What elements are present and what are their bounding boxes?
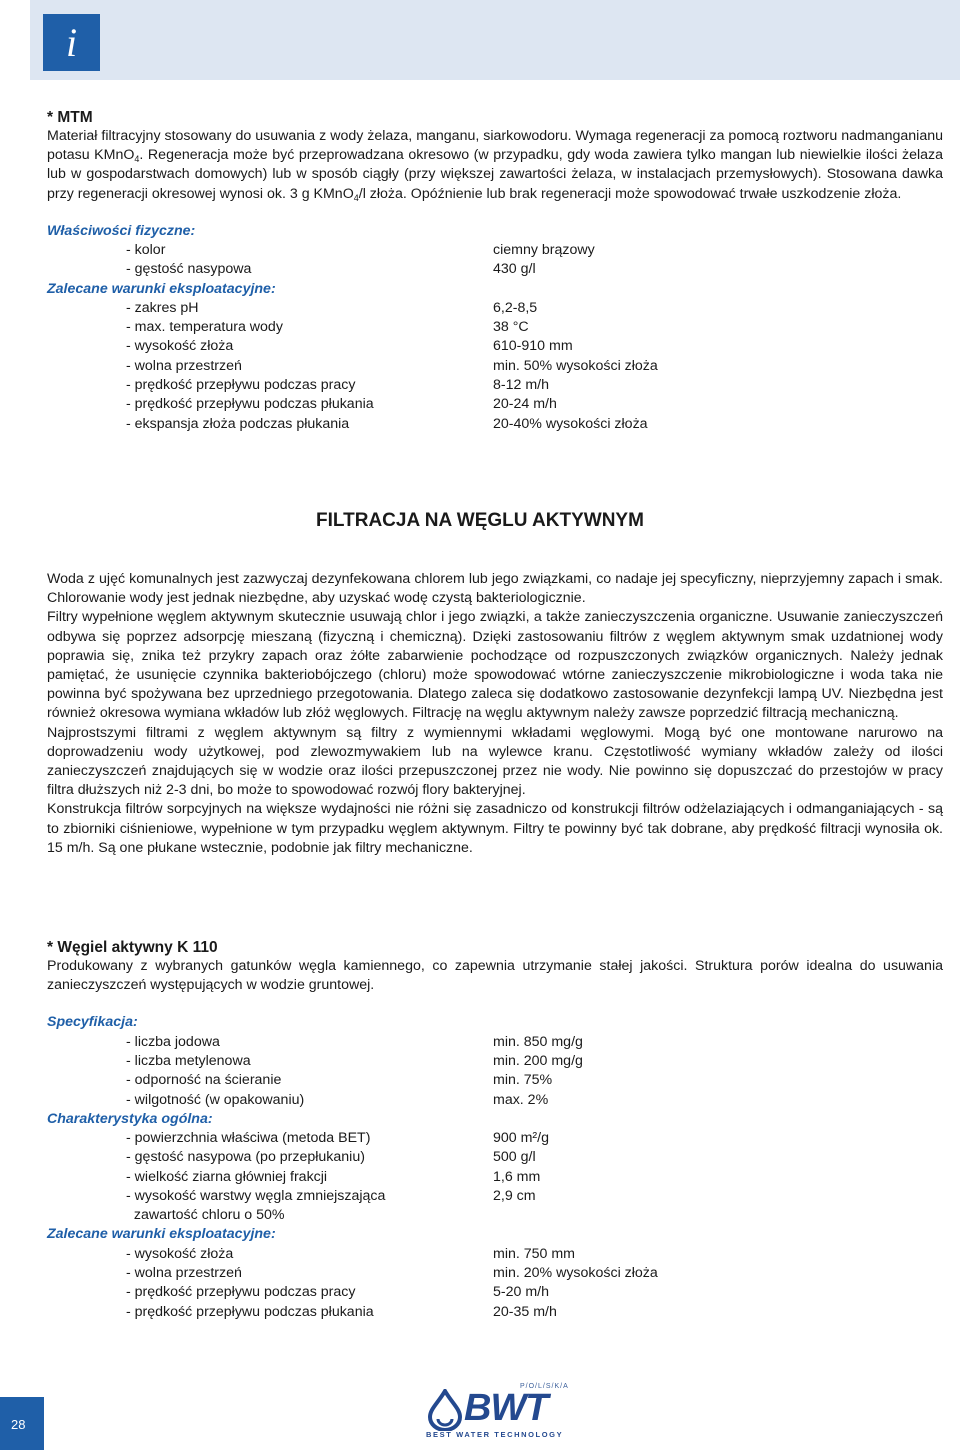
spec-row: [47, 1071, 943, 1090]
spec-value: 2,9 cm: [493, 1187, 536, 1204]
spec-row: [47, 318, 943, 337]
section-paragraph: Konstrukcja filtrów sorpcyjnych na większe wydajności nie różni się zasadniczo od konstrukcji filtrów odżelaziających i odmanganiających - są to zbiorniki ciśnieniowe, wypełnione w tym przypadku węglem aktywnym. Filtry te powinny być tak dobrane, aby prędkość filtracji wynosiła ok. 15 m/h. Są one płukane wstecznie, podobnie jak filtry mechaniczne.: [47, 801, 943, 856]
spec-value: 610-910 mm: [493, 338, 573, 355]
spec-row: [47, 1148, 943, 1167]
spec-label: - wysokość warstwy węgla zmniejszająca: [126, 1187, 386, 1204]
mtm-title-text: MTM: [57, 109, 93, 126]
k110-spec-list: [47, 1033, 943, 1110]
mtm-physical-heading: Właściwości fizyczne:: [47, 222, 196, 239]
spec-value: min. 750 mm: [493, 1245, 575, 1262]
info-icon: [43, 14, 100, 71]
mtm-desc-part: /l złoża. Opóźnienie lub brak regeneracji może spowodować trwałe uszkodzenie złoża.: [358, 185, 902, 202]
mtm-desc-part: Materiał filtracyjny stosowany do usuwania z wody żelaza, manganu, siarkowodoru. Wymaga regeneracji za pomocą roztworu nadmanganianu potasu KMnO: [47, 128, 943, 164]
logo-country: P/O/L/S/K/A: [520, 1383, 569, 1390]
mtm-title: * MTM: [47, 109, 93, 126]
spec-label: - wysokość złoża: [126, 338, 234, 355]
spec-label: - zakres pH: [126, 299, 199, 316]
spec-row: [47, 1245, 943, 1264]
spec-row: [47, 1129, 943, 1148]
k110-title: * Węgiel aktywny K 110: [47, 939, 218, 956]
spec-row: [47, 357, 943, 376]
spec-label: - wolna przestrzeń: [126, 357, 242, 374]
spec-label: - liczba metylenowa: [126, 1052, 251, 1069]
spec-row: [47, 395, 943, 414]
spec-row: [47, 1206, 943, 1225]
k110-description: Produkowany z wybranych gatunków węgla kamiennego, co zapewnia utrzymanie stałej jakości. Struktura porów idealna do usuwania zanieczyszczeń występujących w wodzie gruntowej.: [47, 958, 943, 994]
spec-value: min. 50% wysokości złoża: [493, 357, 658, 374]
spec-label: zawartość chloru o 50%: [126, 1207, 285, 1224]
spec-row: [47, 337, 943, 356]
spec-row: [47, 1303, 943, 1322]
spec-label: - wielkość ziarna główniej frakcji: [126, 1168, 328, 1185]
spec-row: [47, 299, 943, 318]
spec-label: - odporność na ścieranie: [126, 1072, 282, 1089]
spec-label: - gęstość nasypowa: [126, 261, 252, 278]
bwt-logo: [424, 1383, 569, 1443]
spec-value: min. 850 mg/g: [493, 1033, 583, 1050]
spec-value: 20-40% wysokości złoża: [493, 415, 648, 432]
spec-label: - prędkość przepływu podczas pracy: [126, 377, 356, 393]
spec-value: 8-12 m/h: [493, 377, 549, 393]
spec-row: [47, 1168, 943, 1187]
k110-title-text: Węgiel aktywny K 110: [57, 939, 218, 956]
spec-value: 500 g/l: [493, 1149, 536, 1166]
spec-value: 1,6 mm: [493, 1168, 541, 1185]
spec-value: min. 75%: [493, 1072, 553, 1089]
page-number-box: [0, 1397, 44, 1450]
k110-operating-list: [47, 1245, 943, 1322]
spec-row: [47, 1033, 943, 1052]
section-paragraph: Najprostszymi filtrami z węglem aktywnym są filtry z wymiennymi wkładami węglowymi. Mogą być one montowane narurowo na doprowadzeniu wody użytkowej, pod zlewozmywakiem lub na wylewce kranu. Częstotliwość wymiany wkładów zależy od ilości zanieczyszczeń znajdujących się w wodzie oraz ilości przepuszczonej przez nie wody. Nie powinno się dopuszczać do przestojów w pracy filtra dłuższych niż 2-3 dni, bo może to spowodować rozwój flory bakteryjnej.: [47, 724, 943, 799]
spec-label: - prędkość przepływu podczas pracy: [126, 1284, 356, 1301]
header-band: [30, 0, 960, 80]
bwt-drop-icon: [426, 1389, 464, 1431]
subscript: 4: [134, 154, 140, 165]
spec-label: - powierzchnia właściwa (metoda BET): [126, 1130, 371, 1146]
spec-row: [47, 1283, 943, 1302]
k110-spec-heading: Specyfikacja:: [47, 1014, 138, 1031]
spec-value: min. 200 mg/g: [493, 1052, 583, 1069]
spec-label: - wolna przestrzeń: [126, 1264, 242, 1281]
spec-label: - prędkość przepływu podczas płukania: [126, 396, 374, 413]
k110-char-list: [47, 1129, 943, 1225]
page-number: 28: [11, 1417, 26, 1432]
spec-value: ciemny brązowy: [493, 242, 595, 259]
k110-operating-heading: Zalecane warunki eksploatacyjne:: [47, 1226, 276, 1243]
spec-row: [47, 376, 943, 395]
mtm-physical-list: [47, 241, 943, 280]
spec-value: max. 2%: [493, 1091, 549, 1108]
spec-value: 6,2-8,5: [493, 299, 538, 316]
spec-value: 5-20 m/h: [493, 1284, 549, 1301]
logo-tagline: BEST WATER TECHNOLOGY: [426, 1430, 564, 1439]
mtm-operating-list: [47, 299, 943, 434]
spec-value: 430 g/l: [493, 261, 536, 278]
spec-label: - wysokość złoża: [126, 1245, 234, 1262]
mtm-description: [47, 127, 943, 204]
spec-row: [47, 1187, 943, 1206]
spec-row: [47, 260, 943, 279]
spec-value: min. 20% wysokości złoża: [493, 1264, 658, 1281]
k110-char-heading: Charakterystyka ogólna:: [47, 1110, 213, 1127]
logo-name: BWT: [464, 1387, 548, 1429]
info-icon-letter: i: [65, 19, 78, 65]
spec-label: - gęstość nasypowa (po przepłukaniu): [126, 1149, 365, 1166]
spec-row: [47, 1264, 943, 1283]
spec-label: - wilgotność (w opakowaniu): [126, 1091, 305, 1108]
spec-row: [47, 1052, 943, 1071]
mtm-section: [47, 108, 943, 434]
mtm-desc-part: . Regeneracja może być przeprowadzana okresowo (w przypadku, gdy woda zawiera tylko mangan lub niewielkie ilości żelaza lub w gospodarstwach domowych) lub w sposób ciągły (przy większej zawartości żelaza, w instalacjach przemysłowych). Stosowana dawka przy regeneracji okresowej wynosi ok. 3 g KMnO: [47, 147, 943, 202]
spec-value: 20-35 m/h: [493, 1303, 557, 1320]
spec-row: [47, 241, 943, 260]
spec-value: 38 °C: [493, 319, 529, 336]
spec-label: - kolor: [126, 242, 166, 259]
subscript: 4: [353, 192, 359, 203]
section-body: [47, 570, 943, 858]
spec-row: [47, 415, 943, 434]
section-title: FILTRACJA NA WĘGLU AKTYWNYM: [316, 510, 644, 531]
spec-label: - prędkość przepływu podczas płukania: [126, 1303, 374, 1320]
spec-row: [47, 1091, 943, 1110]
spec-value: 20-24 m/h: [493, 396, 557, 413]
spec-label: - max. temperatura wody: [126, 319, 283, 336]
spec-label: - ekspansja złoża podczas płukania: [126, 415, 350, 432]
section-paragraph: Woda z ujęć komunalnych jest zazwyczaj dezynfekowana chlorem lub jego związkami, co nadaje jej specyficzny, nieprzyjemny zapach i smak. Chlorowanie wody jest jednak niezbędne, aby uzyskać wodę czystą bakteriologicznie.: [47, 571, 943, 607]
spec-value: 900 m²/g: [493, 1130, 549, 1146]
spec-label: - liczba jodowa: [126, 1033, 220, 1050]
section-paragraph: Filtry wypełnione węglem aktywnym skutecznie usuwają chlor i jego związki, a także zanieczyszczenia organiczne. Usuwanie zanieczyszczeń odbywa się poprzez adsorpcję mieszaną (fizyczną i chemiczną). Dzięki zastosowaniu filtrów z węglem aktywnym smak uzdatnionej wody poprawia się, znika też przykry zapach oraz żółte zabarwienie pochodzące od rozpuszczonych związków organicznych. Należy jednak pamiętać, że usunięcie czynnika bakteriobójczego (chloru) może spowodować wtórne zanieczyszczenie mikrobiologiczne i woda taka nie powinna być spożywana bez uprzedniego przegotowania. Dlatego zaleca się dodatkowo zastosowanie dezynfekcji lampą UV. Niezbędna jest również okresowa wymiana wkładów lub złóż węglowych. Filtrację na węglu aktywnym należy zawsze poprzedzić filtracją mechaniczną.: [47, 609, 943, 722]
mtm-operating-heading: Zalecane warunki eksploatacyjne:: [47, 280, 276, 297]
k110-section: [47, 938, 943, 1322]
